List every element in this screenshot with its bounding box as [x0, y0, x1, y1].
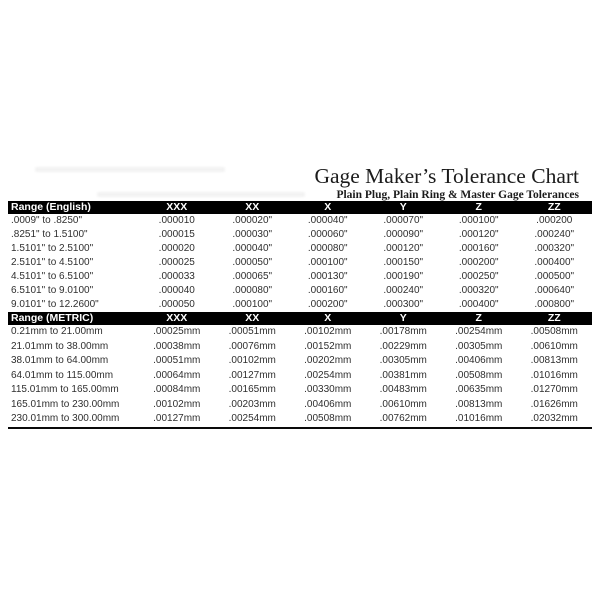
tolerance-class-header: XX: [215, 201, 291, 214]
table-row: [8, 354, 592, 369]
tolerance-value-cell: .000015: [158, 229, 195, 240]
tolerance-value-cell: .00406mm: [304, 398, 352, 410]
tolerance-value-cell: .00813mm: [455, 398, 503, 410]
tolerance-value-cell: .000010: [158, 215, 195, 226]
tolerance-class-header: Z: [441, 312, 517, 325]
tolerance-value-cell: .00202mm: [304, 355, 352, 367]
tolerance-value-cell: .000130": [307, 271, 348, 282]
range-cell: 0.21mm to 21.00mm: [11, 326, 103, 338]
tolerance-value-cell: .000160": [458, 243, 499, 254]
english-tolerance-table: [8, 201, 592, 312]
tolerance-value-cell: .000100": [232, 299, 273, 310]
tolerance-value-cell: .000120": [458, 229, 499, 240]
tolerance-value-cell: .00102mm: [304, 326, 352, 338]
tolerance-value-cell: .00064mm: [153, 369, 201, 381]
tolerance-value-cell: .000020: [158, 243, 195, 254]
table-row: [8, 284, 592, 298]
tolerance-value-cell: .000025: [158, 257, 195, 268]
tolerance-tables: [8, 201, 592, 429]
range-cell: 230.01mm to 300.00mm: [8, 412, 139, 428]
tolerance-value-cell: .000065": [232, 271, 273, 282]
tolerance-value-cell: .00254mm: [304, 369, 352, 381]
tolerance-value-cell: .00330mm: [304, 384, 352, 396]
tolerance-value-cell: .000033: [158, 271, 195, 282]
table-row: [8, 369, 592, 384]
tolerance-value-cell: .01016mm: [441, 412, 517, 428]
range-cell: 115.01mm to 165.00mm: [11, 384, 119, 396]
tolerance-value-cell: .00381mm: [379, 369, 427, 381]
tolerance-value-cell: .00051mm: [153, 355, 201, 367]
tolerance-value-cell: .000070": [383, 215, 424, 226]
tolerance-class-header: XXX: [139, 201, 215, 214]
tolerance-class-header: Y: [366, 201, 442, 214]
tolerance-value-cell: .000020": [232, 215, 273, 226]
tolerance-value-cell: .000320": [458, 285, 499, 296]
table-row: [8, 383, 592, 398]
tolerance-value-cell: .000100": [307, 257, 348, 268]
tolerance-value-cell: .00610mm: [530, 340, 578, 352]
range-cell: 2.5101" to 4.5100": [11, 257, 94, 268]
tolerance-value-cell: .000040": [307, 215, 348, 226]
tolerance-value-cell: .01626mm: [530, 398, 578, 410]
tolerance-value-cell: .000040": [232, 243, 273, 254]
tolerance-value-cell: .000500": [534, 271, 575, 282]
tolerance-value-cell: .000240": [534, 229, 575, 240]
table-row: [8, 398, 592, 413]
tolerance-class-header: Y: [366, 312, 442, 325]
tolerance-value-cell: .00813mm: [530, 355, 578, 367]
tolerance-class-header: ZZ: [517, 201, 593, 214]
range-cell: 4.5101" to 6.5100": [11, 271, 94, 282]
tolerance-value-cell: .000030": [232, 229, 273, 240]
range-cell: 21.01mm to 38.00mm: [11, 340, 109, 352]
tolerance-value-cell: .00483mm: [379, 384, 427, 396]
tolerance-value-cell: .00406mm: [455, 355, 503, 367]
tolerance-value-cell: .00229mm: [379, 340, 427, 352]
tolerance-value-cell: .000050": [232, 257, 273, 268]
tolerance-value-cell: .000150": [383, 257, 424, 268]
tolerance-value-cell: .00127mm: [228, 369, 276, 381]
tolerance-value-cell: .000200: [536, 215, 573, 226]
tolerance-value-cell: .00305mm: [379, 355, 427, 367]
tolerance-value-cell: .000200": [458, 257, 499, 268]
tolerance-value-cell: .000800": [534, 299, 575, 310]
range-cell: 165.01mm to 230.00mm: [11, 398, 120, 410]
tolerance-value-cell: .00038mm: [153, 340, 201, 352]
tolerance-value-cell: .000300": [383, 299, 424, 310]
tolerance-value-cell: .00178mm: [379, 326, 427, 338]
page-subtitle: Plain Plug, Plain Ring & Master Gage Tolerances: [336, 189, 579, 201]
tolerance-value-cell: .000400": [534, 257, 575, 268]
tolerance-value-cell: .00084mm: [153, 384, 201, 396]
table-row: [8, 228, 592, 242]
tolerance-value-cell: .000640": [534, 285, 575, 296]
tolerance-value-cell: .00508mm: [290, 412, 366, 428]
tolerance-value-cell: .00127mm: [139, 412, 215, 428]
table-row: [8, 214, 592, 228]
table-row: [8, 256, 592, 270]
tolerance-class-header: X: [290, 312, 366, 325]
tolerance-value-cell: .00610mm: [379, 398, 427, 410]
tolerance-value-cell: .00508mm: [530, 326, 578, 338]
table-row: [8, 242, 592, 256]
tolerance-value-cell: .00102mm: [153, 398, 201, 410]
title-block: [314, 165, 579, 201]
tolerance-value-cell: .000100": [458, 215, 499, 226]
tolerance-value-cell: .00051mm: [228, 326, 276, 338]
tolerance-value-cell: .01016mm: [530, 369, 578, 381]
range-column-header: Range (English): [8, 201, 139, 214]
range-cell: 1.5101" to 2.5100": [11, 243, 94, 254]
tolerance-value-cell: .000190": [383, 271, 424, 282]
tolerance-class-header: XXX: [139, 312, 215, 325]
tolerance-value-cell: .00508mm: [455, 369, 503, 381]
table-row: [8, 325, 592, 340]
tolerance-value-cell: .000090": [383, 229, 424, 240]
range-cell: .8251" to 1.5100": [11, 229, 88, 240]
tolerance-value-cell: .000160": [307, 285, 348, 296]
tolerance-value-cell: .00203mm: [228, 398, 276, 410]
tolerance-value-cell: .000050: [158, 299, 195, 310]
range-cell: 9.0101" to 12.2600": [11, 299, 99, 310]
range-cell: 38.01mm to 64.00mm: [11, 355, 109, 367]
tolerance-value-cell: .00102mm: [228, 355, 276, 367]
tolerance-value-cell: .00305mm: [455, 340, 503, 352]
tolerance-value-cell: .00254mm: [455, 326, 503, 338]
tolerance-value-cell: .000400": [458, 299, 499, 310]
tolerance-value-cell: .000080": [307, 243, 348, 254]
tolerance-class-header: Z: [441, 201, 517, 214]
tolerance-value-cell: .00025mm: [153, 326, 201, 338]
tolerance-value-cell: .00165mm: [228, 384, 276, 396]
page-title: Gage Maker’s Tolerance Chart: [314, 164, 579, 188]
tolerance-value-cell: .00152mm: [304, 340, 352, 352]
tolerance-value-cell: .000120": [383, 243, 424, 254]
tolerance-value-cell: .000250": [458, 271, 499, 282]
tolerance-class-header: XX: [215, 312, 291, 325]
range-cell: 64.01mm to 115.00mm: [11, 369, 114, 381]
header-row: [8, 201, 592, 214]
tolerance-value-cell: .000320": [534, 243, 575, 254]
range-column-header: Range (METRIC): [8, 312, 139, 325]
tolerance-value-cell: .00076mm: [228, 340, 276, 352]
range-cell: .0009" to .8250": [11, 215, 83, 226]
metric-tolerance-table: [8, 312, 592, 429]
tolerance-value-cell: .00762mm: [366, 412, 442, 428]
faint-ghost-text: [97, 192, 305, 197]
tolerance-value-cell: .000080": [232, 285, 273, 296]
tolerance-value-cell: .000040: [158, 285, 195, 296]
tolerance-value-cell: .000240": [383, 285, 424, 296]
tolerance-value-cell: .02032mm: [517, 412, 593, 428]
table-row: [8, 298, 592, 312]
table-row: [8, 340, 592, 355]
tolerance-value-cell: .00254mm: [215, 412, 291, 428]
tolerance-class-header: ZZ: [517, 312, 593, 325]
tolerance-value-cell: .000200": [307, 299, 348, 310]
table-row: [8, 270, 592, 284]
table-row: [8, 412, 592, 428]
tolerance-class-header: X: [290, 201, 366, 214]
range-cell: 6.5101" to 9.0100": [11, 285, 94, 296]
faint-ghost-text: [35, 167, 225, 172]
tolerance-value-cell: .000060": [307, 229, 348, 240]
tolerance-value-cell: .01270mm: [530, 384, 578, 396]
header-row: [8, 312, 592, 325]
tolerance-value-cell: .00635mm: [455, 384, 503, 396]
